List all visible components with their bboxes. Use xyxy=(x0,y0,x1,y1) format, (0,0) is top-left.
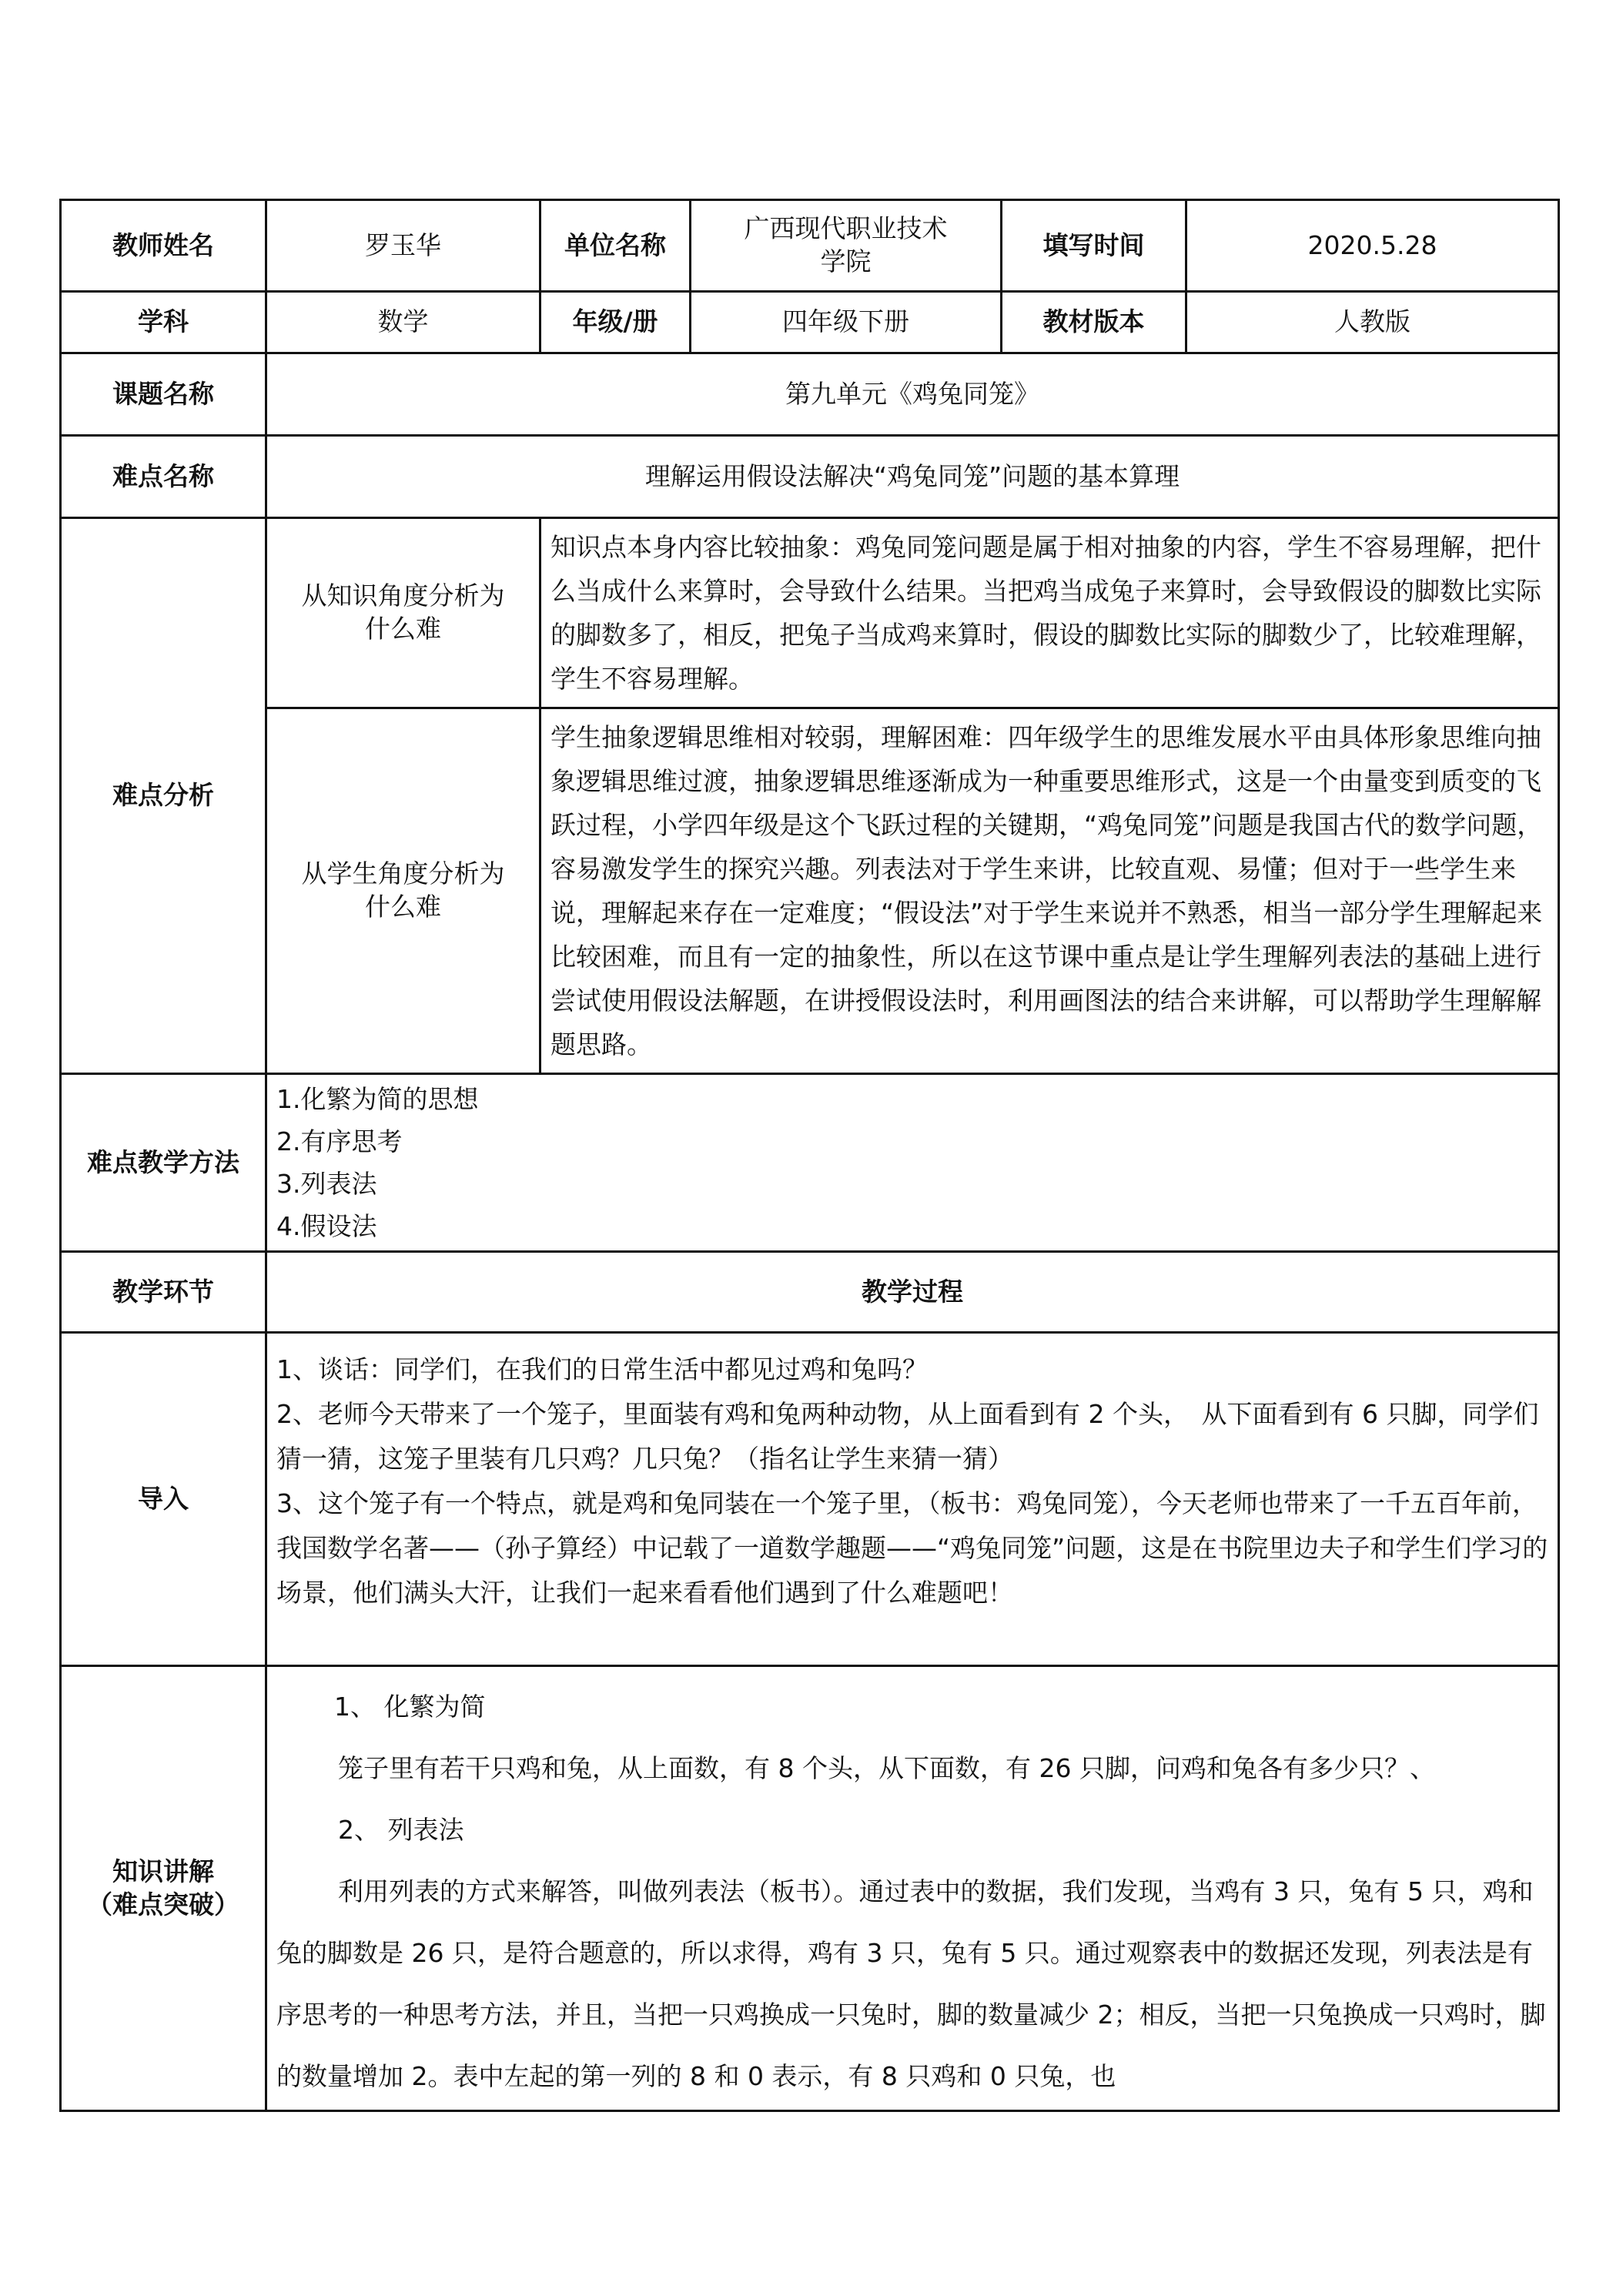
student-analysis-text: 学生抽象逻辑思维相对较弱，理解困难：四年级学生的思维发展水平由具体形象思维向抽象逻辑思维过渡，抽象逻辑思维逐渐成为一种重要思维形式，这是一个由量变到质变的飞跃过程，小学四年级是这个飞跃过程的关键期，“鸡兔同笼”问题是我国古代的数学问题，容易激发学生的探究兴趣。列表法对于学生来讲，比较直观、易懂；但对于一些学生来说，理解起来存在一定难度；“假设法”对于学生来说并不熟悉，相当一部分学生理解起来比较困难，而且有一定的抽象性，所以在这节课中重点是让学生理解列表法的基础上进行尝试使用假设法解题，在讲授假设法时，利用画图法的结合来讲解，可以帮助学生理解解题思路。 xyxy=(540,708,1559,1074)
knowledge-paragraph: 利用列表的方式来解答，叫做列表法（板书）。通过表中的数据，我们发现，当鸡有 3 只，兔有 5 只，鸡和兔的脚数是 26 只，是符合题意的，所以求得，鸡有 3 只，兔有 5 只。通过观察表中的数据还发现，列表法是有序思考的一种思考方法，并且，当把一只鸡换成一只兔时，脚的数量减少 2；相反，当把一只兔换成一只鸡时，脚的数量增加 2。表中左起的第一列的 8 和 0 表示，有 8 只鸡和 0 只兔，也 xyxy=(276,1876,1546,2091)
method-item: 4.假设法 xyxy=(276,1211,377,1241)
teacher-label: 教师姓名 xyxy=(61,200,266,292)
knowledge-label-line-2: （难点突破） xyxy=(87,1889,239,1919)
unit-value xyxy=(691,200,1002,292)
knowledge-angle-line-2: 什么难 xyxy=(365,614,441,644)
knowledge-analysis-text: 知识点本身内容比较抽象：鸡兔同笼问题是属于相对抽象的内容，学生不容易理解，把什么当成什么来算时，会导致什么结果。当把鸡当成兔子来算时，会导致假设的脚数比实际的脚数多了，相反，把兔子当成鸡来算时，假设的脚数比实际的脚数少了，比较难理解，学生不容易理解。 xyxy=(540,518,1559,708)
grade-label: 年级/册 xyxy=(540,292,691,353)
header-row-2 xyxy=(61,292,1559,353)
intro-label: 导入 xyxy=(61,1333,266,1666)
difficulty-label: 难点名称 xyxy=(61,436,266,518)
knowledge-label xyxy=(61,1666,266,2111)
methods-list xyxy=(266,1074,1559,1252)
grade-value: 四年级下册 xyxy=(691,292,1002,353)
intro-line: 3、这个笼子有一个特点，就是鸡和兔同装在一个笼子里，（板书：鸡兔同笼），今天老师也带来了一千五百年前，我国数学名著——（孙子算经）中记载了一道数学趣题——“鸡兔同笼”问题，这是在书院里边夫子和学生们学习的场景，他们满头大汗，让我们一起来看看他们遇到了什么难题吧！ xyxy=(276,1488,1548,1608)
edition-value: 人教版 xyxy=(1186,292,1559,353)
lesson-plan-table xyxy=(59,199,1560,2112)
intro-content xyxy=(266,1333,1559,1666)
unit-value-line-2: 学院 xyxy=(820,246,872,276)
knowledge-angle-label xyxy=(266,518,540,708)
process-header-row xyxy=(61,1252,1559,1333)
knowledge-angle-line-1: 从知识角度分析为 xyxy=(301,581,505,611)
unit-value-line-1: 广西现代职业技术 xyxy=(744,213,948,244)
difficulty-value: 理解运用假设法解决“鸡兔同笼”问题的基本算理 xyxy=(266,436,1559,518)
teacher-value: 罗玉华 xyxy=(266,200,540,292)
knowledge-label-line-1: 知识讲解 xyxy=(112,1856,214,1886)
date-label: 填写时间 xyxy=(1002,200,1186,292)
knowledge-paragraph: 1、 化繁为简 xyxy=(334,1692,486,1722)
analysis-label: 难点分析 xyxy=(61,518,266,1074)
student-angle-line-1: 从学生角度分析为 xyxy=(301,858,505,889)
intro-line: 2、老师今天带来了一个笼子，里面装有鸡和兔两种动物，从上面看到有 2 个头， 从下面看到有 6 只脚，同学们猜一猜，这笼子里装有几只鸡？几只兔？（指名让学生来猜一猜） xyxy=(276,1399,1539,1474)
subject-label: 学科 xyxy=(61,292,266,353)
topic-value: 第九单元《鸡兔同笼》 xyxy=(266,353,1559,436)
process-label: 教学环节 xyxy=(61,1252,266,1333)
method-item: 2.有序思考 xyxy=(276,1126,403,1156)
intro-row xyxy=(61,1333,1559,1666)
method-item: 1.化繁为简的思想 xyxy=(276,1084,479,1114)
knowledge-row xyxy=(61,1666,1559,2111)
topic-label: 课题名称 xyxy=(61,353,266,436)
analysis-knowledge-row xyxy=(61,518,1559,708)
difficulty-row xyxy=(61,436,1559,518)
methods-row xyxy=(61,1074,1559,1252)
date-value: 2020.5.28 xyxy=(1186,200,1559,292)
student-angle-label xyxy=(266,708,540,1074)
knowledge-content xyxy=(266,1666,1559,2111)
knowledge-paragraph: 2、 列表法 xyxy=(338,1815,464,1845)
unit-label: 单位名称 xyxy=(540,200,691,292)
method-item: 3.列表法 xyxy=(276,1169,377,1199)
student-angle-line-2: 什么难 xyxy=(365,892,441,922)
methods-label: 难点教学方法 xyxy=(61,1074,266,1252)
topic-row xyxy=(61,353,1559,436)
knowledge-paragraph: 笼子里有若干只鸡和兔，从上面数，有 8 个头，从下面数，有 26 只脚，问鸡和兔各有多少只？、 xyxy=(338,1753,1435,1783)
analysis-student-row xyxy=(61,708,1559,1074)
process-value: 教学过程 xyxy=(266,1252,1559,1333)
subject-value: 数学 xyxy=(266,292,540,353)
edition-label: 教材版本 xyxy=(1002,292,1186,353)
intro-line: 1、谈话：同学们，在我们的日常生活中都见过鸡和兔吗？ xyxy=(276,1354,928,1384)
header-row-1 xyxy=(61,200,1559,292)
